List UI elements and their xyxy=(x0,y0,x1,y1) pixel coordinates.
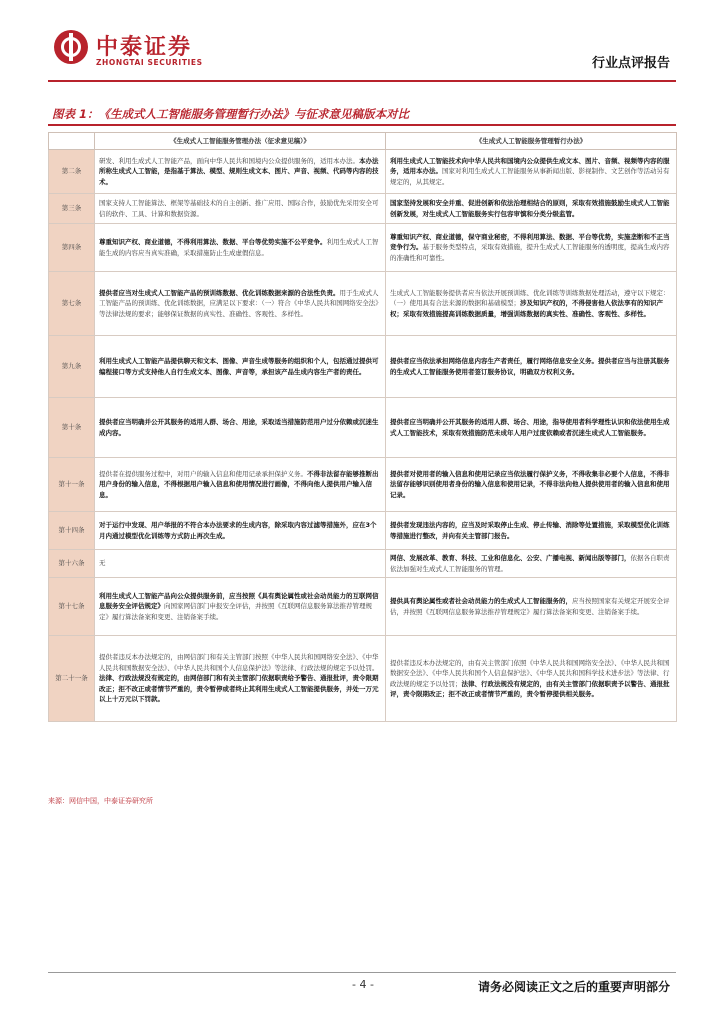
company-name-cn: 中泰证券 xyxy=(96,35,193,60)
figure-title: 图表 1：《生成式人工智能服务管理暂行办法》与征求意见稿版本对比 xyxy=(48,104,676,126)
article-column-header xyxy=(49,133,95,150)
final-column-header: 《生成式人工智能服务管理暂行办法》 xyxy=(386,133,677,150)
final-text-cell xyxy=(386,636,677,722)
draft-text-cell xyxy=(95,512,386,550)
final-text-cell xyxy=(386,336,677,398)
draft-text-cell xyxy=(95,272,386,336)
clause-text: 国家坚持发展和安全并重、促进创新和依法治理相结合的原则，采取有效措施鼓励生成式人工智能创新发展，对生成式人工智能服务实行包容审慎和分类分级监管。 xyxy=(390,199,670,218)
clause-text: 能够保证数据的真实性、准确性、客观性、多样性。 xyxy=(157,309,307,318)
table-row xyxy=(49,458,677,512)
clause-text: 国家对利用生成式人工智能服务从事新闻出版、影视制作、文艺创作等活动另有规定的，从其规定。 xyxy=(390,167,670,186)
report-type: 行业点评报告 xyxy=(591,56,670,71)
final-text-cell xyxy=(386,550,677,578)
table-row xyxy=(49,636,677,722)
table-row xyxy=(49,224,677,272)
clause-text: 应当按照国家有关规定开展安全评估，并按照《互联网信息服务算法推荐管理规定》履行算法备案和变更、注销备案手续。 xyxy=(390,597,670,616)
table-row xyxy=(49,150,677,194)
article-number: 第二条 xyxy=(49,150,95,194)
clause-text: 对于运行中发现、用户举报的不符合本办法要求的生成内容，除采取内容过滤等措施外，应在3个月内通过模型优化训练等方式防止再次生成。 xyxy=(99,521,377,540)
clause-text: 提供具有舆论属性或者社会动员能力的生成式人工智能服务的， xyxy=(390,597,572,605)
page-header xyxy=(0,0,724,78)
final-text-cell xyxy=(386,512,677,550)
draft-text-cell xyxy=(95,636,386,722)
final-text-cell xyxy=(386,398,677,458)
clause-text: 不得非法留存能够推断出用户身份的输入信息，不得根据用户输入信息和使用情况进行画像，不得向他人提供用户输入信息。 xyxy=(99,469,379,499)
final-text-cell xyxy=(386,578,677,636)
clause-text: 研发、利用生成式人工智能产品，面向中华人民共和国境内公众提供服务的，适用本办法。 xyxy=(99,156,359,165)
clause-text: 生成式人工智能服务提供者应当依法开展预训练、优化训练等训练数据处理活动，遵守以下规定：（一）使用具有合法来源的数据和基础模型； xyxy=(390,288,670,308)
table-body xyxy=(49,150,677,722)
clause-text: 提供者应当明确并公开其服务的适用人群、场合、用途，指导使用者科学理性认识和依法使用生成式人工智能技术，采取有效措施防范未成年人用户过度依赖或者沉迷生成式人工智能服务。 xyxy=(390,418,670,437)
article-number: 第三条 xyxy=(49,194,95,224)
clause-text: 提供者应当明确并公开其服务的适用人群、场合、用途，采取适当措施防范用户过分依赖或沉迷生成内容。 xyxy=(99,418,379,437)
clause-text: 法律、行政法规没有规定的，由网信部门和有关主管部门依据职责给予警告、通报批评，责令限期改正；拒不改正或者情节严重的，责令暂停或者终止其利用生成式人工智能提供服务，并处一万元以上十万元以下罚款。 xyxy=(99,674,379,704)
article-number: 第二十一条 xyxy=(49,636,95,722)
final-text-cell xyxy=(386,272,677,336)
final-text-cell xyxy=(386,194,677,224)
final-text-cell xyxy=(386,458,677,512)
clause-text: 尊重知识产权、商业道德，不得利用算法、数据、平台等优势实施不公平竞争。 xyxy=(99,238,327,246)
clause-text: 法律、行政法规没有规定的，由有关主管部门依据职责予以警告、通报批评，责令限期改正；拒不改正或者情节严重的，责令暂停提供相关服务。 xyxy=(390,679,670,698)
clause-text: 无 xyxy=(99,559,106,568)
company-name-en: ZHONGTAI SECURITIES xyxy=(96,58,203,67)
article-number: 第十七条 xyxy=(49,578,95,636)
clause-text: 向国家网信部门申报安全评估，并按照《互联网信息服务算法推荐管理规定》履行算法备案和变更、注销备案手续。 xyxy=(99,602,372,621)
clause-text: 提供者违反本办法规定的，由有关主管部门依照《中华人民共和国网络安全法》、《中华人民共和国数据安全法》、《中华人民共和国个人信息保护法》、《中华人民共和国科学技术进步法》等法律、行政法规的规定予以处罚； xyxy=(390,658,670,688)
draft-column-header: 《生成式人工智能服务管理办法（征求意见稿）》 xyxy=(95,133,386,150)
article-number: 第十六条 xyxy=(49,550,95,578)
header-divider xyxy=(48,80,676,82)
clause-text: 基于服务类型特点，采取有效措施，提升生成式人工智能服务的透明度，提高生成内容的准确性和可靠性。 xyxy=(390,243,670,262)
clause-text: 利用生成式人工智能产品向公众提供服务前，应当按照《具有舆论属性或社会动员能力的互联网信息服务安全评估规定》 xyxy=(99,591,379,611)
draft-text-cell xyxy=(95,398,386,458)
draft-text-cell xyxy=(95,336,386,398)
clause-text: 提供者违反本办法规定的，由网信部门和有关主管部门按照《中华人民共和国网络安全法》、《中华人民共和国数据安全法》、《中华人民共和国个人信息保护法》等法律、行政法规的规定予以处罚。 xyxy=(99,653,379,672)
footer-divider xyxy=(48,972,676,973)
clause-text: 提供者应当与注册其服务的生成式人工智能服务使用者签订服务协议，明确双方权利义务。 xyxy=(390,357,670,376)
clause-text: 提供者应当对生成式人工智能产品的预训练数据、优化训练数据来源的合法性负责。 xyxy=(99,288,340,297)
table-row xyxy=(49,194,677,224)
table-row xyxy=(49,550,677,578)
clause-text: 提供者发现违法内容的，应当及时采取停止生成、停止传输、消除等处置措施，采取模型优化训练等措施进行整改，并向有关主管部门报告。 xyxy=(390,521,670,540)
draft-text-cell xyxy=(95,150,386,194)
table-row xyxy=(49,398,677,458)
table-row xyxy=(49,272,677,336)
clause-text: 提供者应当依法承担网络信息内容生产者责任，履行网络信息安全义务。 xyxy=(390,357,598,365)
table-row xyxy=(49,578,677,636)
source-note: 来源：网信中国，中泰证券研究所 xyxy=(48,797,153,805)
article-number: 第十条 xyxy=(49,398,95,458)
final-text-cell xyxy=(386,150,677,194)
draft-text-cell xyxy=(95,458,386,512)
table-row xyxy=(49,512,677,550)
company-logo-icon xyxy=(54,30,88,64)
clause-text: 利用生成式人工智能产品提供聊天和文本、图像、声音生成等服务的组织和个人，包括通过提供可编程接口等方式支持他人自行生成文本、图像、声音等，承担该产品生成内容生产者的责任。 xyxy=(99,357,379,376)
clause-text: 提供者在提供服务过程中，对用户的输入信息和使用记录承担保护义务。 xyxy=(99,469,307,478)
final-text-cell xyxy=(386,224,677,272)
clause-text: 本办法所称生成式人工智能，是指基于算法、模型、规则生成文本、图片、声音、视频、代码等内容的技术。 xyxy=(99,156,379,186)
article-number: 第七条 xyxy=(49,272,95,336)
draft-text-cell xyxy=(95,578,386,636)
disclaimer: 请务必阅读正文之后的重要声明部分 xyxy=(477,980,670,994)
clause-text: 国家支持人工智能算法、框架等基础技术的自主创新、推广应用、国际合作，鼓励优先采用安全可信的软件、工具、计算和数据资源。 xyxy=(99,199,379,218)
clause-text: 尊重知识产权、商业道德，保守商业秘密，不得利用算法、数据、平台等优势，实施垄断和不正当竞争行为。 xyxy=(390,232,670,252)
comparison-table xyxy=(48,132,677,722)
clause-text: 提供者对使用者的输入信息和使用记录应当依法履行保护义务，不得收集非必要个人信息，不得非法留存能够识别使用者身份的输入信息和使用记录，不得非法向他人提供使用者的输入信息和使用记录。 xyxy=(390,469,670,499)
clause-text: 网信、发展改革、教育、科技、工业和信息化、公安、广播电视、新闻出版等部门， xyxy=(390,554,631,562)
table-header-row xyxy=(49,133,677,150)
clause-text: 利用生成式人工智能技术向中华人民共和国境内公众提供生成文本、图片、音频、视频等内容的服务，适用本办法。 xyxy=(390,156,670,176)
draft-text-cell xyxy=(95,224,386,272)
clause-text: 涉及知识产权的，不得侵害他人依法享有的知识产权；采取有效措施提高训练数据质量，增强训练数据的真实性、准确性、客观性、多样性。 xyxy=(390,299,663,318)
article-number: 第九条 xyxy=(49,336,95,398)
article-number: 第四条 xyxy=(49,224,95,272)
table-row xyxy=(49,336,677,398)
draft-text-cell xyxy=(95,550,386,578)
clause-text: 用于生成式人工智能产品的预训练、优化训练数据，应满足以下要求：（一）符合《中华人民共和国网络安全法》等法律法规的要求； xyxy=(99,288,379,318)
page-number: - 4 - xyxy=(352,978,374,991)
clause-text: 依据各自职责依法加强对生成式人工智能服务的管理。 xyxy=(390,554,670,573)
article-number: 第十一条 xyxy=(49,458,95,512)
article-number: 第十四条 xyxy=(49,512,95,550)
clause-text: 利用生成式人工智能生成的内容应当真实准确，采取措施防止生成虚假信息。 xyxy=(99,238,379,257)
draft-text-cell xyxy=(95,194,386,224)
